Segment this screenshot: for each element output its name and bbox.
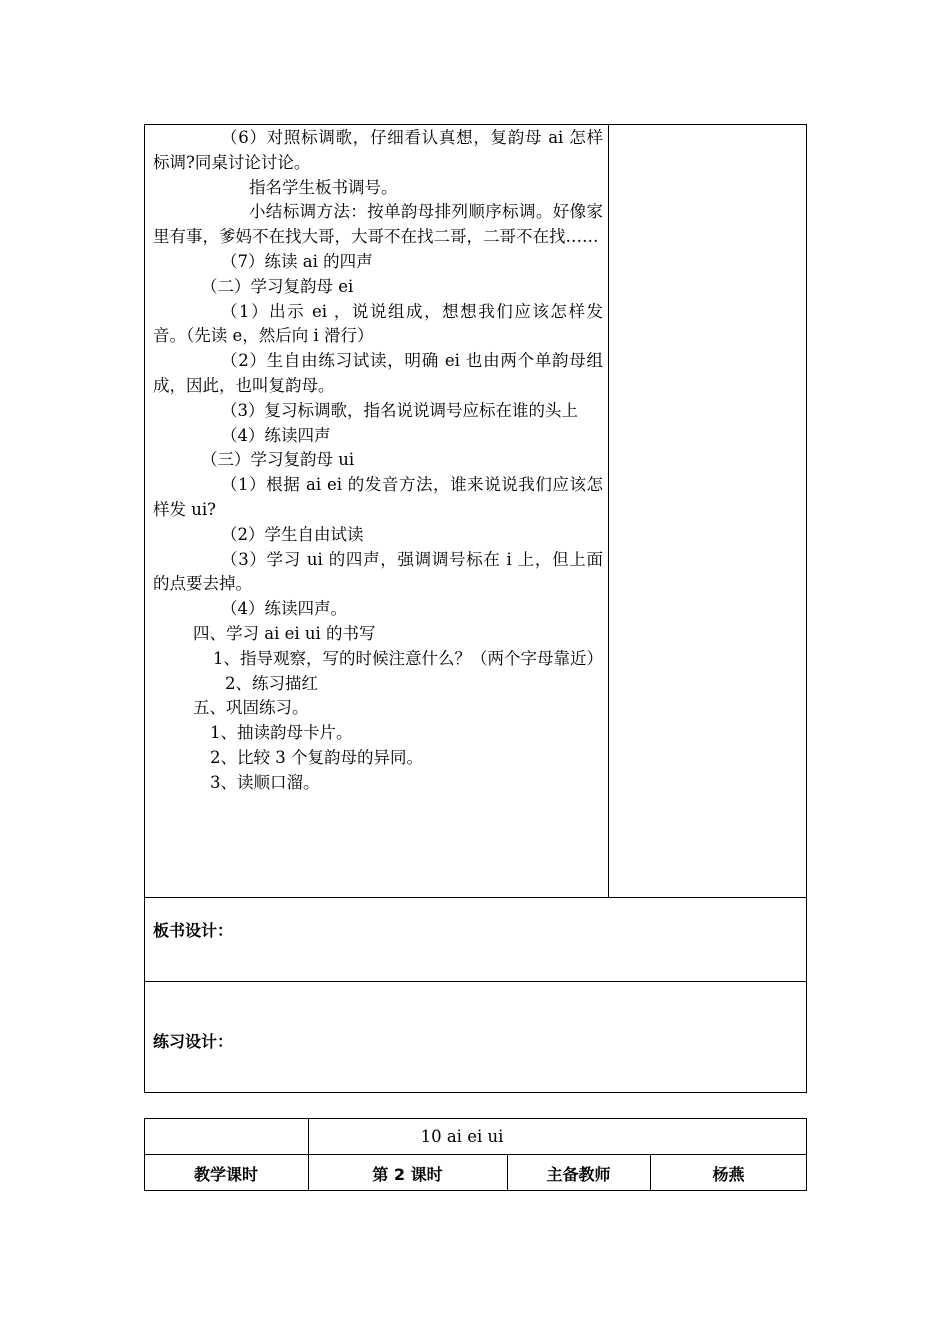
teaching-hours-value: 第 2 课时 <box>372 1164 443 1184</box>
step-6: （6）对照标调歌，仔细看认真想，复韵母 ai 怎样标调?同桌讨论讨论。 <box>153 128 603 172</box>
board-design-label: 板书设计： <box>153 921 234 940</box>
part-2-step-2: （2）生自由练习试读，明确 ei 也由两个单韵母组成，因此，也叫复韵母。 <box>153 351 603 395</box>
part-3-step-4: （4）练读四声。 <box>221 599 347 619</box>
part-3-step-2: （2）学生自由试读 <box>221 524 364 544</box>
part-2-step-1: （1）出示 ei ，说说组成，想想我们应该怎样发音。（先读 e，然后向 i 滑行） <box>153 301 603 346</box>
section-4-item-2: 2、练习描红 <box>225 673 318 693</box>
part-2-heading: （二）学习复韵母 ei <box>201 276 354 296</box>
part-3-step-3: （3）学习 ui 的四声，强调调号标在 i 上，但上面的点要去掉。 <box>153 549 603 594</box>
section-5-item-1: 1、抽读韵母卡片。 <box>210 723 353 743</box>
row-divider-exercise <box>144 981 807 982</box>
section-5-heading: 五、巩固练习。 <box>193 698 309 718</box>
step-6-board: 指名学生板书调号。 <box>249 177 398 197</box>
column-divider <box>608 124 609 898</box>
section-5-item-3: 3、读顺口溜。 <box>210 772 320 792</box>
part-3-step-1: （1）根据 ai ei 的发音方法，谁来说说我们应该怎样发 ui? <box>153 475 603 519</box>
section-5-item-2: 2、比较 3 个复韵母的异同。 <box>210 747 423 767</box>
section-4-heading: 四、学习 ai ei ui 的书写 <box>193 623 376 643</box>
teaching-hours-label: 教学课时 <box>193 1164 258 1184</box>
lesson-title: 10 ai ei ui <box>420 1126 504 1146</box>
lead-teacher-label: 主备教师 <box>546 1164 611 1184</box>
step-6-summary: 小结标调方法：按单韵母排列顺序标调。好像家里有事，爹妈不在找大哥，大哥不在找二哥，二哥不在找…… <box>153 202 603 247</box>
lesson-procedure <box>153 126 603 796</box>
section-4-item-1: 1、指导观察，写的时候注意什么？（两个字母靠近） <box>213 648 603 668</box>
part-2-step-3: （3）复习标调歌，指名说说调号应标在谁的头上 <box>221 400 578 420</box>
row-divider-board <box>144 897 807 898</box>
exercise-design-label: 练习设计： <box>153 1032 234 1051</box>
part-2-step-4: （4）练读四声 <box>221 425 331 445</box>
lead-teacher-name: 杨燕 <box>712 1164 745 1184</box>
part-3-heading: （三）学习复韵母 ui <box>201 450 355 470</box>
step-7: （7）练读 ai 的四声 <box>221 251 373 271</box>
